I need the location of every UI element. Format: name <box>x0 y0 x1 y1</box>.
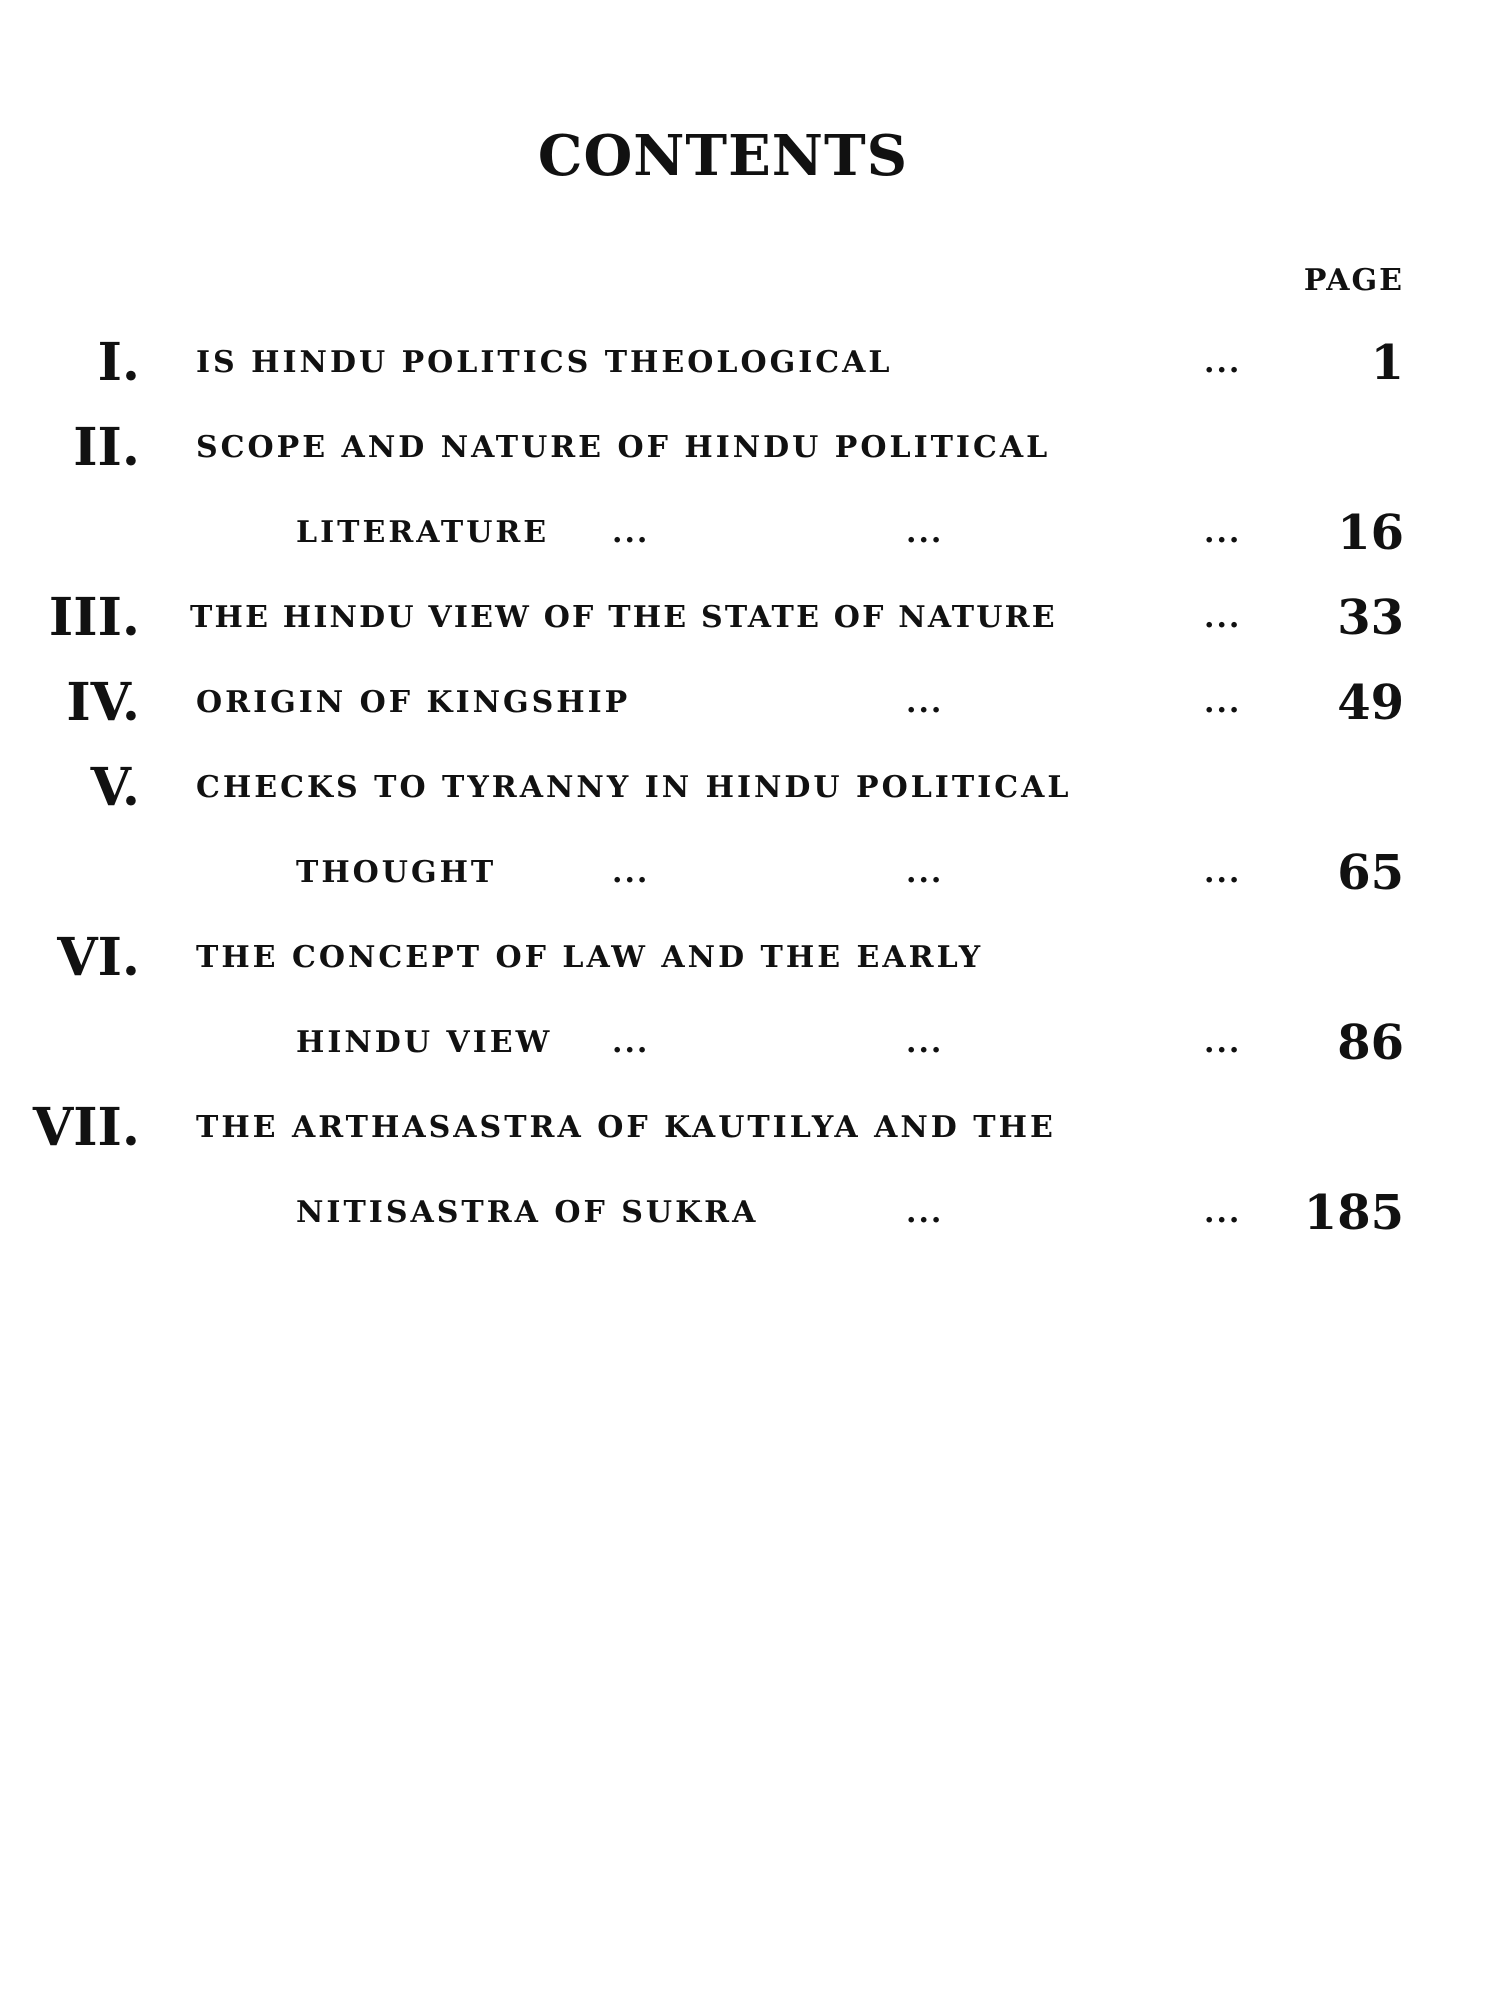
toc-entry-7-continuation[interactable] <box>0 1183 1500 1243</box>
dot-leader: ... <box>906 855 944 890</box>
toc-entry-6[interactable] <box>0 928 1500 988</box>
toc-entry-7[interactable] <box>0 1098 1500 1158</box>
chapter-title: THE CONCEPT OF LAW AND THE EARLY <box>196 940 984 975</box>
toc-entry-3[interactable] <box>0 588 1500 648</box>
page-number: 185 <box>1303 1185 1404 1241</box>
chapter-numeral: IV. <box>66 672 140 733</box>
dot-leader: ... <box>906 1025 944 1060</box>
dot-leader: ... <box>612 515 650 550</box>
dot-leader: ... <box>1204 1195 1242 1230</box>
chapter-numeral: II. <box>73 417 140 478</box>
chapter-title: THE HINDU VIEW OF THE STATE OF NATURE <box>190 600 1057 635</box>
toc-entry-5-continuation[interactable] <box>0 843 1500 903</box>
toc-entry-5[interactable] <box>0 758 1500 818</box>
page-number: 65 <box>1337 845 1404 901</box>
chapter-title: SCOPE AND NATURE OF HINDU POLITICAL <box>196 430 1051 465</box>
chapter-title: IS HINDU POLITICS THEOLOGICAL <box>196 345 893 380</box>
page-number: 86 <box>1337 1015 1404 1071</box>
toc-entry-1[interactable] <box>0 333 1500 393</box>
page-number: 16 <box>1337 505 1404 561</box>
dot-leader: ... <box>1204 1025 1242 1060</box>
dot-leader: ... <box>1204 855 1242 890</box>
page-number: 49 <box>1337 675 1404 731</box>
dot-leader: ... <box>1204 685 1242 720</box>
dot-leader: ... <box>1204 515 1242 550</box>
dot-leader: ... <box>906 685 944 720</box>
chapter-numeral: III. <box>48 587 140 648</box>
chapter-numeral: VII. <box>32 1097 140 1158</box>
dot-leader: ... <box>1204 345 1242 380</box>
chapter-title: ORIGIN OF KINGSHIP <box>196 685 631 720</box>
chapter-numeral: VI. <box>57 927 140 988</box>
toc-entry-2[interactable] <box>0 418 1500 478</box>
dot-leader: ... <box>906 1195 944 1230</box>
chapter-title: CHECKS TO TYRANNY IN HINDU POLITICAL <box>196 770 1072 805</box>
page-number: 1 <box>1370 335 1404 391</box>
toc-entry-4[interactable] <box>0 673 1500 733</box>
chapter-title-continued: HINDU VIEW <box>296 1025 553 1060</box>
page-title: CONTENTS <box>537 123 909 189</box>
chapter-title-continued: NITISASTRA OF SUKRA <box>296 1195 759 1230</box>
dot-leader: ... <box>612 1025 650 1060</box>
chapter-title-continued: THOUGHT <box>296 855 497 890</box>
chapter-numeral: I. <box>97 332 140 393</box>
dot-leader: ... <box>1204 600 1242 635</box>
chapter-numeral: V. <box>90 757 140 818</box>
page-number: 33 <box>1337 590 1404 646</box>
dot-leader: ... <box>612 855 650 890</box>
toc-entry-2-continuation[interactable] <box>0 503 1500 563</box>
chapter-title: THE ARTHASASTRA OF KAUTILYA AND THE <box>196 1110 1056 1145</box>
page-column-label: PAGE <box>1303 263 1404 298</box>
toc-entry-6-continuation[interactable] <box>0 1013 1500 1073</box>
dot-leader: ... <box>906 515 944 550</box>
chapter-title-continued: LITERATURE <box>296 515 550 550</box>
